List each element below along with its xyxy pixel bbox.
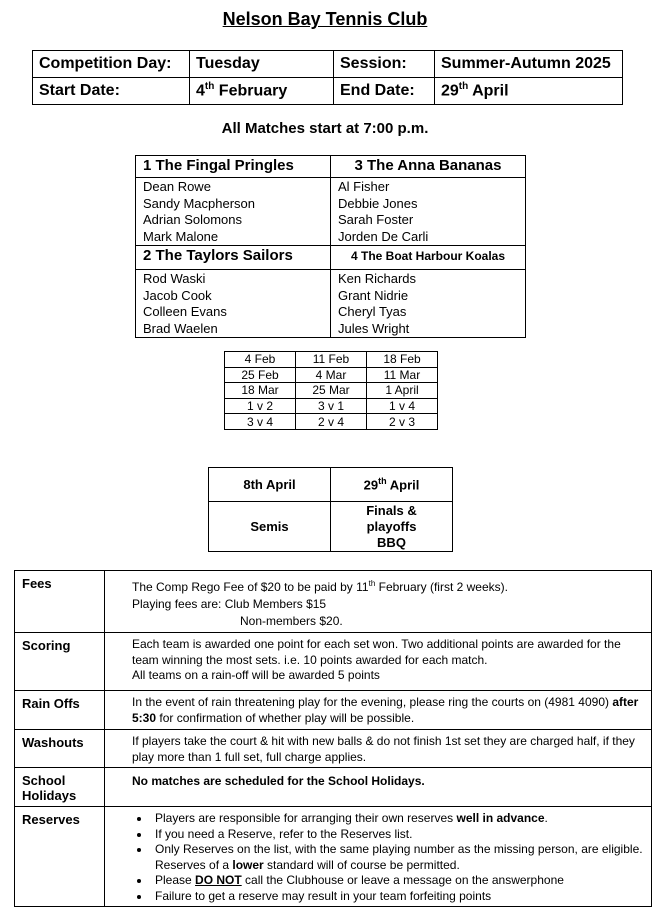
semis-date: 8th April [209,468,331,502]
round-cell: 2 v 4 [296,414,367,430]
player-name: Jacob Cook [143,287,212,303]
team-name: 3 The Anna Bananas [331,156,526,178]
team-players [331,178,526,246]
list-item: • If you need a Reserve, refer to the Reserves list. [151,827,643,843]
fees-label: Fees [15,571,105,633]
player-name: Al Fisher [338,179,390,194]
round-cell: 1 v 4 [367,398,438,414]
rain-offs-text: In the event of rain threatening play for the evening, please ring the courts on (4981 4090) after 5:30 for confirmation of whether play will be possible. [105,691,652,730]
player-name: Adrian Solomons [143,212,242,227]
end-date-value: 29th April [435,78,623,105]
player-name: Dean Rowe [143,179,211,194]
player-name: Jules Wright [338,320,410,336]
player-name: Grant Nidrie [338,287,409,303]
washouts-label: Washouts [15,730,105,768]
scoring-label: Scoring [15,633,105,691]
rounds-table [224,351,438,430]
school-holidays-text: No matches are scheduled for the School Holidays. [105,768,652,807]
finals-date: 29th April [331,468,453,502]
team-players [136,270,331,338]
rules-table [14,570,652,907]
session-label: Session: [334,51,435,78]
player-name: Brad Waelen [143,320,218,336]
finals-table [208,467,453,552]
round-cell: 11 Feb [296,352,367,368]
rain-offs-label: Rain Offs [15,691,105,730]
player-name: Jorden De Carli [338,228,429,244]
round-cell: 2 v 3 [367,414,438,430]
session-value: Summer-Autumn 2025 [435,51,623,78]
player-name: Mark Malone [143,228,219,244]
washouts-text: If players take the court & hit with new balls & do not finish 1st set they are charged half, if they play more than 1 full set, full charge applies. [105,730,652,768]
list-item: • Players are responsible for arranging their own reserves well in advance. [151,811,643,827]
player-name: Sarah Foster [338,212,414,227]
team-players [136,178,331,246]
team-players [331,270,526,338]
reserves-label: Reserves [15,807,105,907]
player-name: Debbie Jones [338,195,418,211]
round-cell: 3 v 1 [296,398,367,414]
round-cell: 1 v 2 [225,398,296,414]
round-cell: 1 April [367,383,438,399]
round-cell: 18 Feb [367,352,438,368]
round-cell: 25 Feb [225,367,296,383]
team-name: 1 The Fingal Pringles [136,156,331,178]
semis-event: Semis [209,502,331,552]
team-name: 2 The Taylors Sailors [136,246,331,270]
teams-table [135,155,526,338]
scoring-text: Each team is awarded one point for each set won. Two additional points are awarded for the team winning the most sets. i.e. 10 points awarded for each match. All teams on a rain-off will be awarded 5 points [105,633,652,691]
list-item: • Failure to get a reserve may result in your team forfeiting points [151,889,643,905]
list-item: • Please DO NOT call the Clubhouse or leave a message on the answerphone [151,873,643,889]
end-date-label: End Date: [334,78,435,105]
round-cell: 25 Mar [296,383,367,399]
round-cell: 11 Mar [367,367,438,383]
start-date-value: 4th February [190,78,334,105]
list-item: • Only Reserves on the list, with the same playing number as the missing person, are eligible. Reserves of a lower standard will of course be permitted. [151,842,643,873]
competition-info-table [32,50,623,105]
finals-event: Finals & playoffs BBQ [331,502,453,552]
player-name: Rod Waski [143,271,206,286]
page-title: Nelson Bay Tennis Club [222,9,428,29]
reserves-text [105,807,652,907]
comp-day-value: Tuesday [190,51,334,78]
player-name: Colleen Evans [143,304,227,319]
comp-day-label: Competition Day: [33,51,190,78]
school-holidays-label: School Holidays [15,768,105,807]
player-name: Ken Richards [338,271,417,286]
team-name: 4 The Boat Harbour Koalas [331,246,526,270]
round-cell: 4 Mar [296,367,367,383]
round-cell: 4 Feb [225,352,296,368]
round-cell: 18 Mar [225,383,296,399]
player-name: Sandy Macpherson [143,195,256,211]
fees-text: The Comp Rego Fee of $20 to be paid by 11th February (first 2 weeks). Playing fees are: Club Members $15 Non-members $20. [105,571,652,633]
start-date-label: Start Date: [33,78,190,105]
player-name: Cheryl Tyas [338,304,407,319]
match-start-note: All Matches start at 7:00 p.m. [221,120,429,137]
round-cell: 3 v 4 [225,414,296,430]
